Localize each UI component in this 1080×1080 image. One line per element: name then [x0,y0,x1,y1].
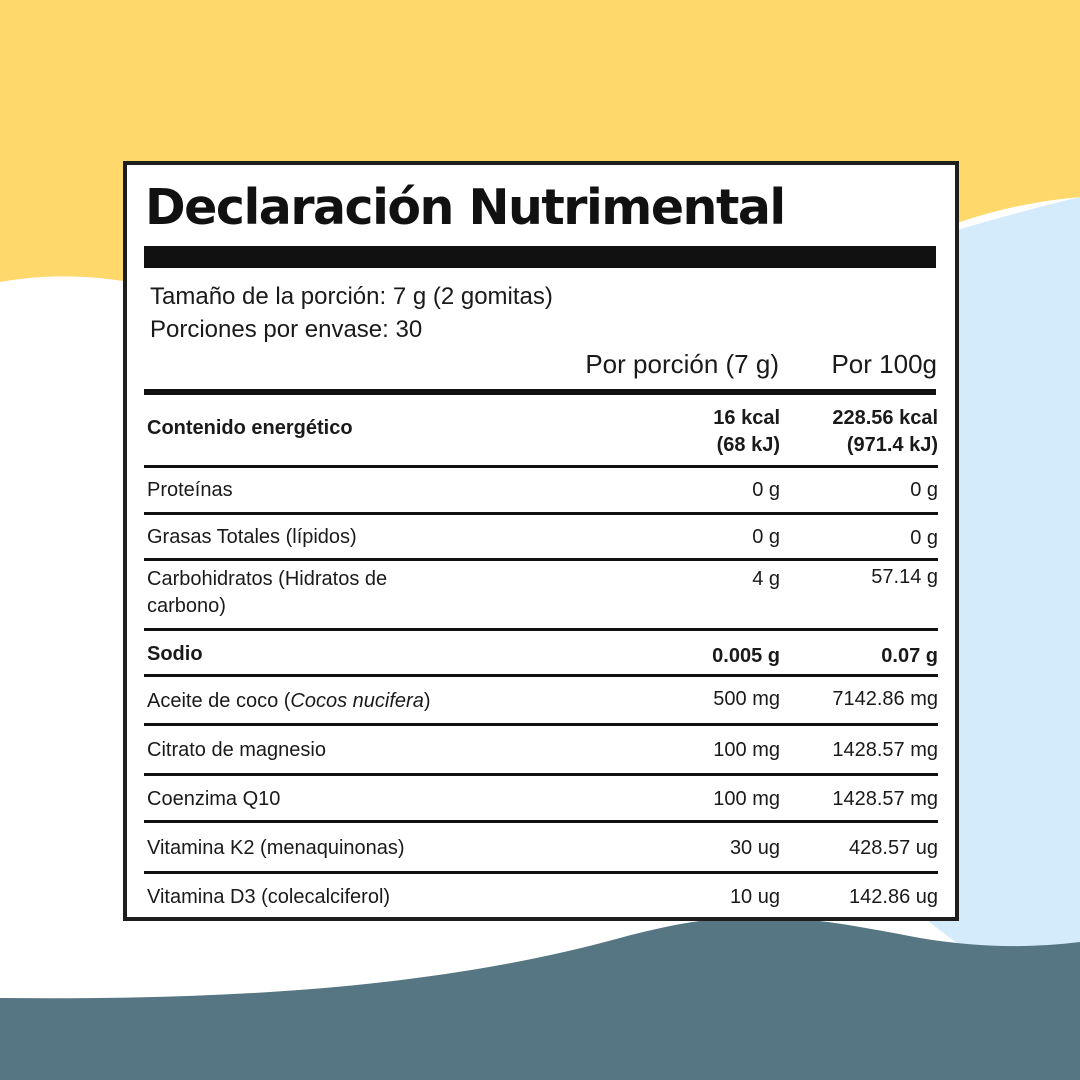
column-header-per-100g: Por 100g [831,349,937,379]
title-divider [144,246,936,268]
row-per-serving: 30 ug [729,837,780,859]
row-per-100g: 1428.57 mg [832,739,938,761]
row-per-100g: 428.57 ug [849,837,938,859]
row-per-serving: 0 g [752,479,780,501]
row-per-serving: 0 g [752,526,780,548]
row-per-100g: 0 g [910,479,938,501]
table-row [144,628,938,674]
row-per-serving: 4 g [752,568,780,590]
table-row [144,465,938,512]
row-name-scientific: Cocos nucifera [290,690,424,712]
row-per-serving: 0.005 g [712,645,780,667]
page-title: Declaración Nutrimental [145,179,785,236]
row-per-100g: 142.86 ug [849,886,938,908]
column-header-per-serving: Por porción (7 g) [585,349,779,379]
row-per-serving: 500 mg [713,688,780,710]
row-name: Sodio [147,643,203,665]
row-name: Vitamina D3 (colecalciferol) [147,886,391,908]
table-row [144,820,938,871]
row-per-serving: 100 mg [713,788,780,810]
table-row [144,674,938,723]
row-per-100g: 57.14 g [871,566,938,588]
table-row [144,723,938,773]
table-row [144,773,938,820]
row-name: Coenzima Q10 [147,788,281,810]
row-name: Carbohidratos (Hidratos de [147,568,388,590]
row-name: Contenido energético [147,417,353,439]
row-name: Citrato de magnesio [147,739,326,761]
row-per-100g: 1428.57 mg [832,788,938,810]
row-per-serving: 10 ug [729,886,780,908]
row-per-100g: 0.07 g [881,645,938,667]
table-row [144,395,938,465]
row-per-100g: 228.56 kcal [832,407,938,429]
row-name: carbono) [147,595,226,617]
row-per-serving: (68 kJ) [716,434,780,456]
serving-size: Tamaño de la porción: 7 g (2 gomitas) [150,283,553,310]
table-row [144,871,938,920]
row-name: Proteínas [147,479,233,501]
row-per-100g: 0 g [910,527,938,549]
table-row [144,558,938,628]
row-name: Grasas Totales (lípidos) [147,526,357,548]
row-per-100g: 7142.86 mg [832,688,938,710]
row-per-serving: 100 mg [713,739,780,761]
row-per-100g: (971.4 kJ) [846,434,938,456]
servings-per-container: Porciones por envase: 30 [150,316,423,343]
table-row [144,512,938,558]
row-name: Aceite de coco ( [147,690,291,712]
nutrition-facts-panel [123,161,959,921]
row-name: ) [423,690,431,712]
row-per-serving: 16 kcal [713,407,780,429]
row-name: Vitamina K2 (menaquinonas) [147,837,405,859]
